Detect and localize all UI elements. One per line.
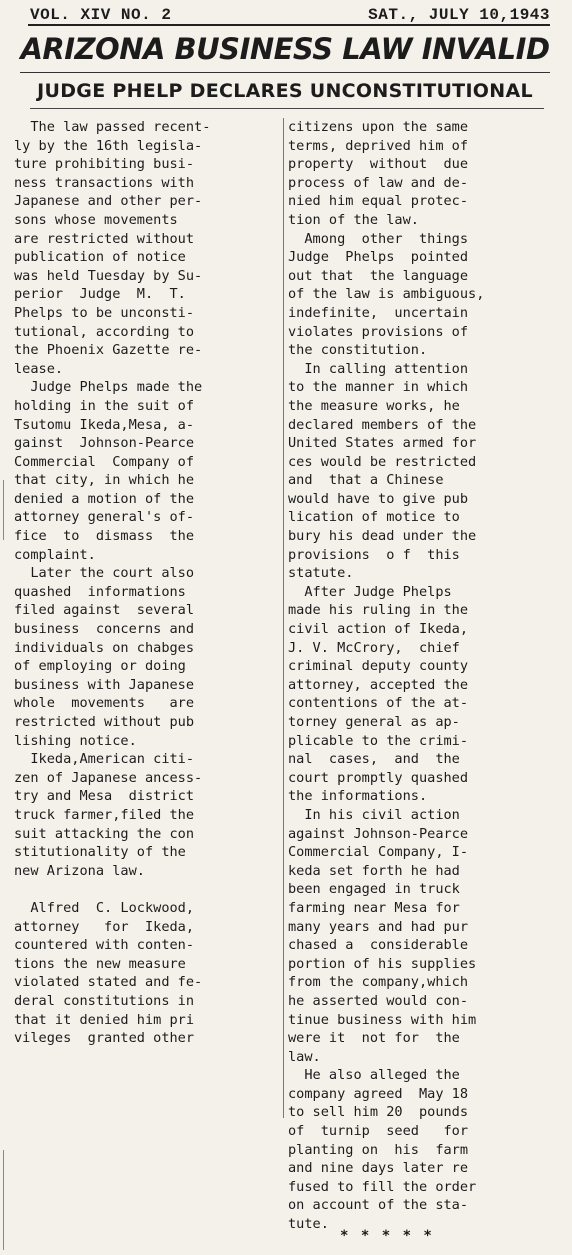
article-line: was held Tuesday by Su-	[14, 267, 203, 284]
article-line: declared members of the	[288, 416, 477, 433]
article-line: contentions of the at-	[288, 695, 469, 712]
article-line: to sell him 20 pounds	[288, 1104, 469, 1121]
article-line: to the manner in which	[288, 379, 469, 396]
article-line: zen of Japanese ancess-	[14, 769, 203, 786]
article-line: out that the language	[288, 267, 469, 284]
article-line	[14, 880, 284, 899]
article-line: filed against several	[14, 602, 195, 619]
article-line: Alfred C. Lockwood,	[14, 899, 195, 916]
article-line: law.	[288, 1048, 321, 1065]
article-line: ness transactions with	[14, 174, 195, 191]
article-line: ces would be restricted	[288, 453, 477, 470]
article-line: In calling attention	[288, 360, 469, 377]
article-line: suit attacking the con	[14, 825, 195, 842]
article-line: court promptly quashed	[288, 769, 469, 786]
article-line: Tsutomu Ikeda,Mesa, a-	[14, 416, 195, 433]
article-line: perior Judge M. T.	[14, 286, 186, 303]
article-line: Ikeda,American citi-	[14, 751, 195, 768]
article-line: chased a considerable	[288, 937, 469, 954]
article-line: plicable to the crimi-	[288, 732, 469, 749]
article-line: and nine days later re	[288, 1160, 469, 1177]
article-line: Judge Phelps pointed	[288, 249, 469, 266]
article-line: new Arizona law.	[14, 862, 145, 879]
article-column-right	[288, 118, 558, 1234]
article-line: Among other things	[288, 230, 469, 247]
article-line: publication of notice	[14, 249, 186, 266]
article-line: business concerns and	[14, 621, 195, 638]
article-column-left	[14, 118, 284, 1048]
volume-number: VOL. XIV NO. 2	[30, 6, 172, 24]
article-line: sons whose movements	[14, 211, 178, 228]
top-rule	[28, 24, 550, 26]
article-line: Phelps to be unconsti-	[14, 304, 195, 321]
article-line: the informations.	[288, 788, 428, 805]
article-line: the constitution.	[288, 342, 428, 359]
article-line: violated stated and fe-	[14, 974, 203, 991]
article-line: that it denied him pri	[14, 1011, 195, 1028]
article-line: against Johnson-Pearce	[288, 825, 469, 842]
article-line: Later the court also	[14, 565, 195, 582]
article-line: statute.	[288, 565, 354, 582]
article-line: farming near Mesa for	[288, 899, 460, 916]
article-line: been engaged in truck	[288, 881, 460, 898]
article-line: fice to dismass the	[14, 528, 195, 545]
article-line: were it not for the	[288, 1030, 460, 1047]
article-line: on account of the sta-	[288, 1197, 469, 1214]
article-line: planting on his farm	[288, 1141, 469, 1158]
article-line: gainst Johnson-Pearce	[14, 435, 195, 452]
article-line: made his ruling in the	[288, 602, 469, 619]
article-line: individuals on chabges	[14, 639, 195, 656]
article-line: deral constitutions in	[14, 992, 195, 1009]
article-line: lication of motice to	[288, 509, 460, 526]
headline-rule	[20, 72, 550, 73]
article-line: bury his dead under the	[288, 528, 477, 545]
article-line: process of law and de-	[288, 174, 469, 191]
article-line: provisions o f this	[288, 546, 460, 563]
article-line: the Phoenix Gazette re-	[14, 342, 203, 359]
article-line: that city, in which he	[14, 472, 195, 489]
article-line: terms, deprived him of	[288, 137, 469, 154]
article-line: violates provisions of	[288, 323, 469, 340]
article-line: countered with conten-	[14, 937, 195, 954]
article-line: denied a motion of the	[14, 490, 195, 507]
article-line: lease.	[14, 360, 64, 377]
article-line: of employing or doing	[14, 658, 186, 675]
margin-mark	[3, 480, 4, 540]
end-mark: * * * * *	[340, 1228, 434, 1244]
article-line: lishing notice.	[14, 732, 137, 749]
article-line: company agreed May 18	[288, 1085, 469, 1102]
headline: ARIZONA BUSINESS LAW INVALID	[20, 32, 550, 66]
article-line: Japanese and other per-	[14, 193, 203, 210]
article-line: ture prohibiting busi-	[14, 156, 195, 173]
article-line: nal cases, and the	[288, 751, 460, 768]
article-line: many years and had pur	[288, 918, 469, 935]
article-line: attorney, accepted the	[288, 676, 469, 693]
article-line: citizens upon the same	[288, 119, 469, 135]
article-line: tinue business with him	[288, 1011, 477, 1028]
article-line: attorney for Ikeda,	[14, 918, 195, 935]
article-line: tute.	[288, 1216, 329, 1233]
article-line: torney general as ap-	[288, 714, 460, 730]
article-line: criminal deputy county	[288, 658, 469, 675]
subheadline-rule	[30, 108, 544, 109]
article-line: attorney general's of-	[14, 509, 195, 526]
article-line: whole movements are	[14, 695, 195, 712]
article-line: tutional, according to	[14, 323, 195, 340]
article-line: of turnip seed for	[288, 1123, 469, 1140]
article-line: He also alleged the	[288, 1067, 460, 1084]
article-line: property without due	[288, 156, 469, 173]
article-line: After Judge Phelps	[288, 583, 452, 600]
article-line: portion of his supplies	[288, 955, 477, 972]
article-line: tions the new measure	[14, 955, 186, 972]
article-line: truck farmer,filed the	[14, 806, 195, 823]
article-line: Judge Phelps made the	[14, 379, 203, 396]
article-line: of the law is ambiguous,	[288, 286, 485, 303]
article-line: tion of the law.	[288, 211, 419, 228]
issue-date: SAT., JULY 10,1943	[368, 6, 550, 24]
article-line: stitutionality of the	[14, 844, 186, 861]
article-line: vileges granted other	[14, 1030, 195, 1047]
article-line: the measure works, he	[288, 397, 460, 414]
article-line: he asserted would con-	[288, 992, 469, 1009]
article-line: and that a Chinese	[288, 472, 444, 489]
article-line: business with Japanese	[14, 676, 195, 693]
article-line: fused to fill the order	[288, 1178, 477, 1195]
article-line: are restricted without	[14, 230, 195, 247]
article-line: from the company,which	[288, 974, 469, 991]
article-line: try and Mesa district	[14, 788, 195, 805]
article-line: would have to give pub	[288, 490, 469, 507]
article-line: nied him equal protec-	[288, 193, 469, 210]
article-line: ly by the 16th legisla-	[14, 137, 203, 154]
article-line: keda set forth he had	[288, 862, 460, 879]
article-line: restricted without pub	[14, 714, 195, 730]
subheadline: JUDGE PHELP DECLARES UNCONSTITUTIONAL	[37, 80, 533, 102]
article-line: complaint.	[14, 546, 96, 563]
article-line: In his civil action	[288, 806, 460, 823]
column-divider	[283, 118, 284, 1118]
margin-mark	[3, 1150, 4, 1250]
article-line: holding in the suit of	[14, 397, 195, 414]
article-line: J. V. McCrory, chief	[288, 639, 460, 656]
article-line: United States armed for	[288, 435, 477, 452]
article-line: The law passed recent-	[14, 119, 211, 135]
article-line: civil action of Ikeda,	[288, 621, 469, 638]
article-line: Commercial Company, I-	[288, 844, 469, 861]
article-line: quashed informations	[14, 583, 186, 600]
article-line: indefinite, uncertain	[288, 304, 469, 321]
article-line: Commercial Company of	[14, 453, 195, 470]
